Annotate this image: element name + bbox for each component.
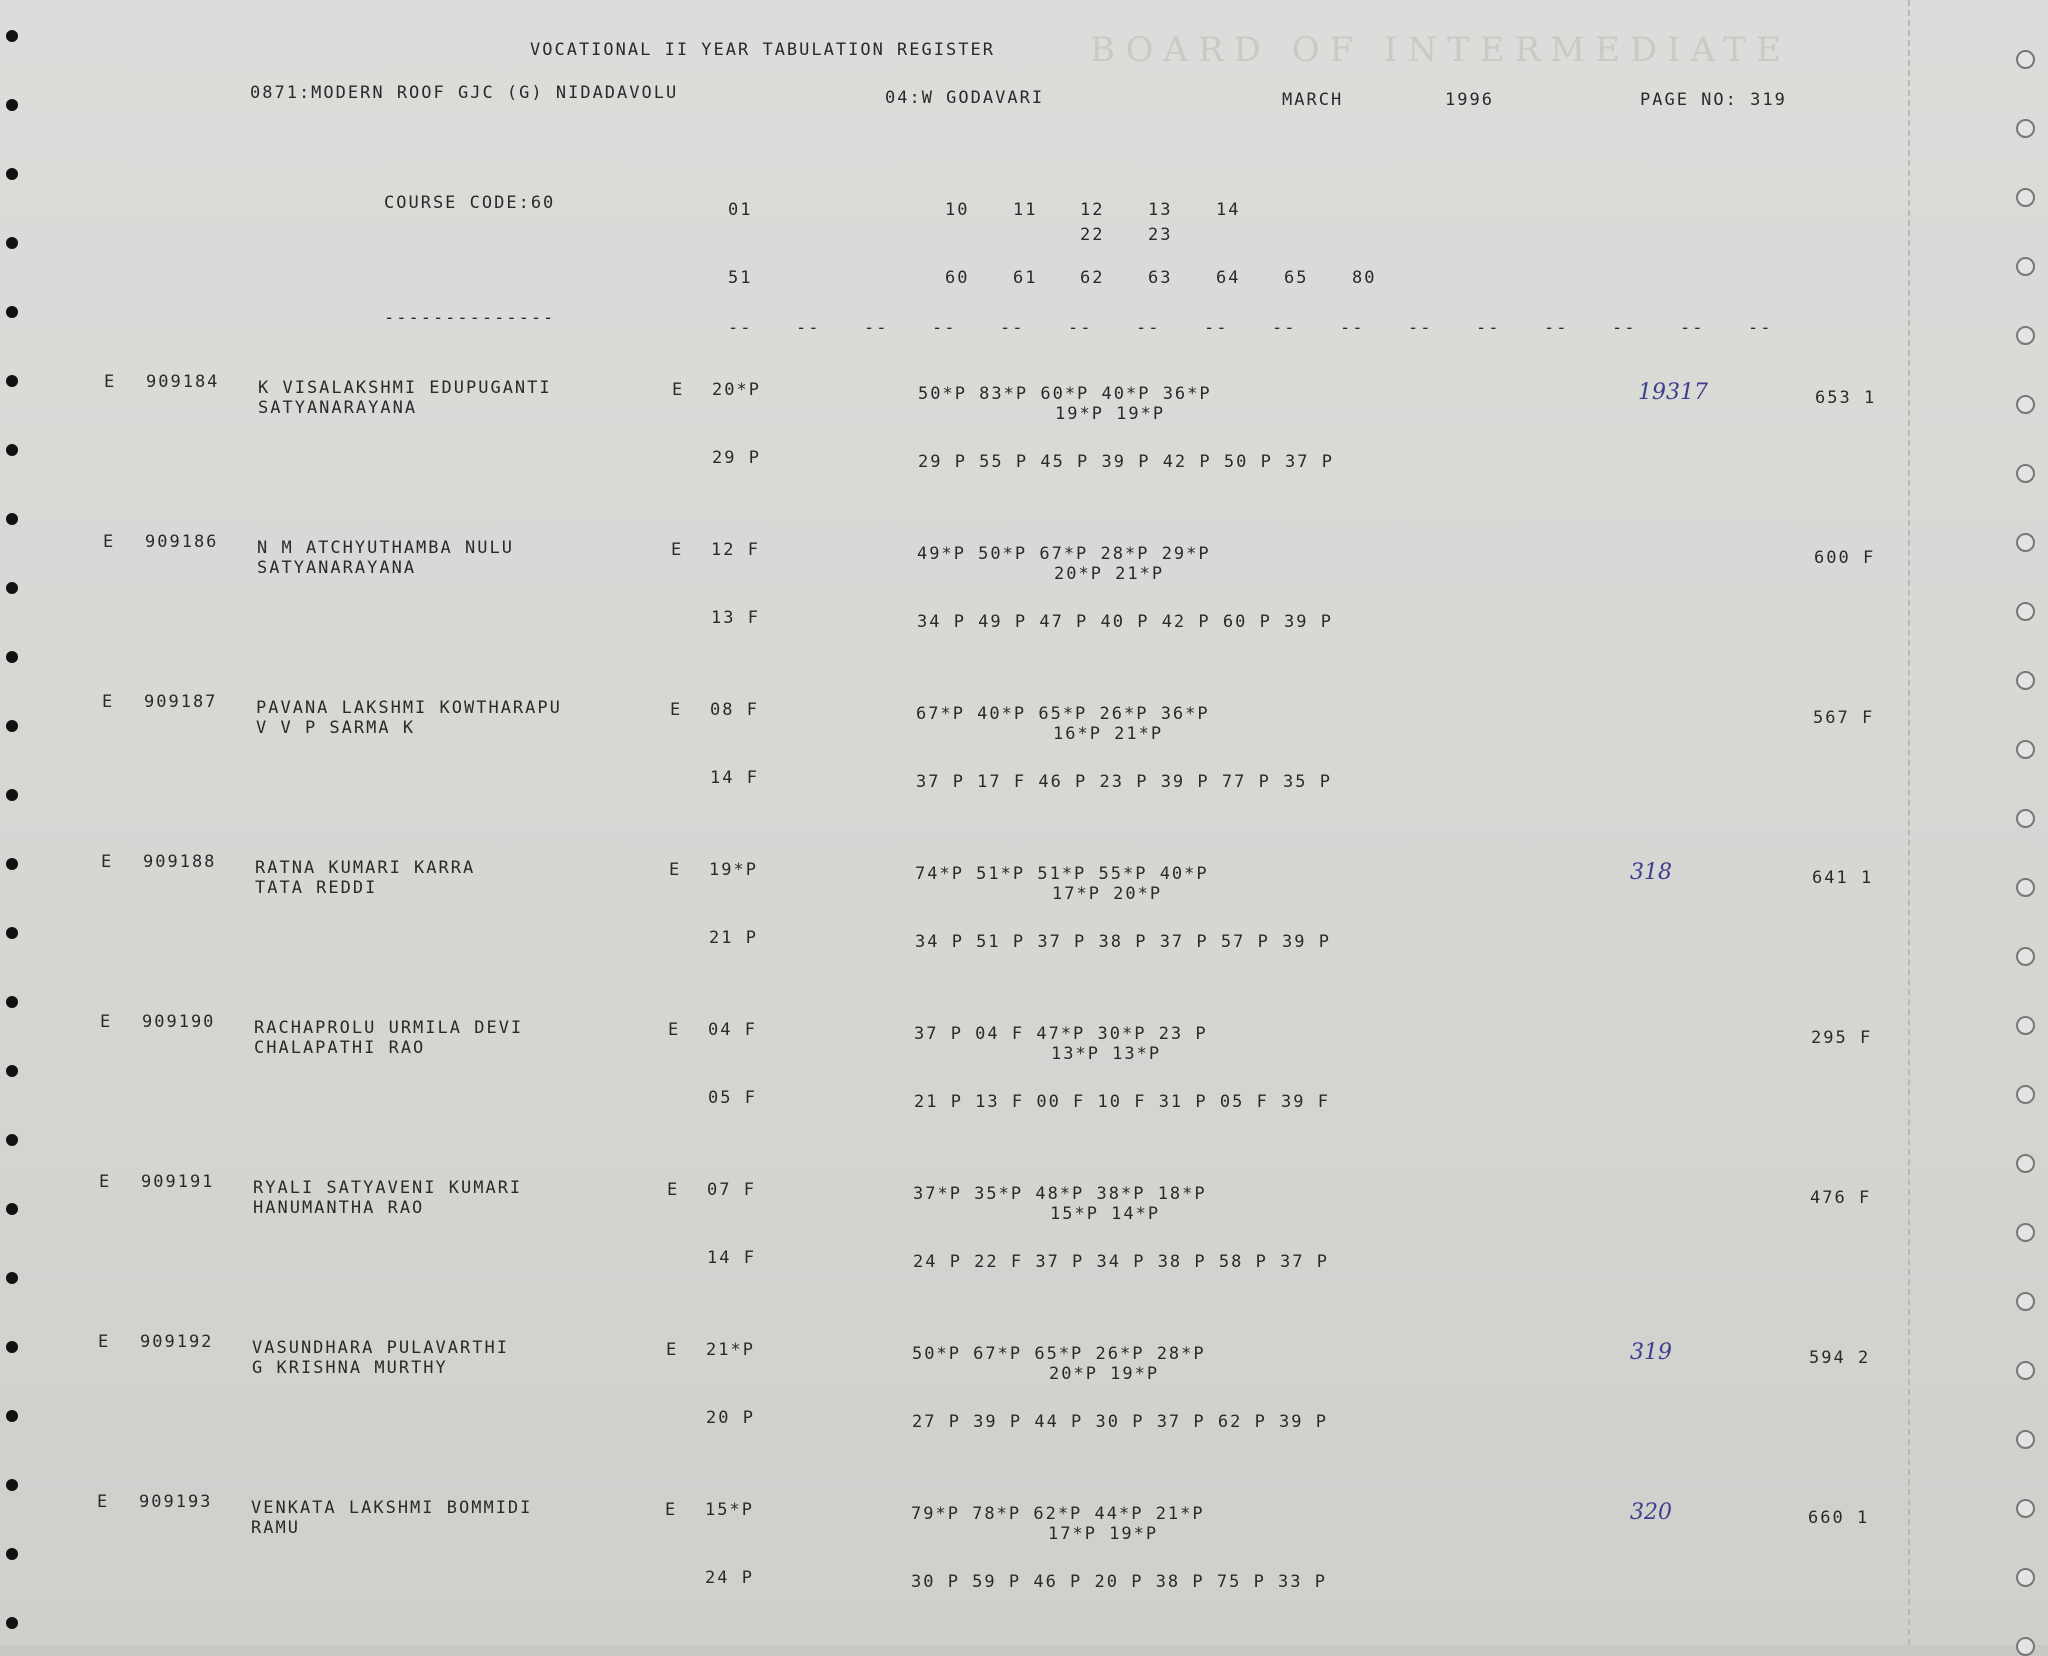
feed-hole xyxy=(2016,1016,2035,1035)
feed-hole xyxy=(2016,257,2035,276)
exam-month: MARCH xyxy=(1282,90,1344,110)
roll-number: 909187 xyxy=(144,692,218,712)
course-subject-code: 22 xyxy=(1080,225,1105,245)
feed-hole xyxy=(6,582,18,594)
student-flag: E xyxy=(101,852,114,872)
course-subject-code: 14 xyxy=(1216,200,1241,220)
dash-separator: -- xyxy=(728,318,753,338)
student-name: K VISALAKSHMI EDUPUGANTI xyxy=(258,378,552,398)
course-subject-code: 63 xyxy=(1148,268,1173,288)
course-subject-code: 13 xyxy=(1148,200,1173,220)
feed-hole xyxy=(2016,671,2035,690)
feed-hole xyxy=(6,1065,18,1077)
feed-hole xyxy=(2016,1361,2035,1380)
student-name: VENKATA LAKSHMI BOMMIDI xyxy=(251,1498,533,1518)
feed-hole xyxy=(6,1341,18,1353)
part2-mark: 29 P xyxy=(712,448,761,468)
feed-hole xyxy=(6,237,18,249)
course-subject-code: 23 xyxy=(1148,225,1173,245)
feed-hole xyxy=(2016,326,2035,345)
page-number: PAGE NO: 319 xyxy=(1640,90,1787,110)
roll-number: 909191 xyxy=(141,1172,215,1192)
course-subject-code: 61 xyxy=(1013,268,1038,288)
handwritten-serial: 319 xyxy=(1630,1340,1672,1365)
subject-marks: 67*P 40*P 65*P 26*P 36*P xyxy=(916,704,1210,724)
course-subject-code: 12 xyxy=(1080,200,1105,220)
subject-marks: 37 P 17 F 46 P 23 P 39 P 77 P 35 P xyxy=(916,772,1332,792)
student-name: RYALI SATYAVENI KUMARI xyxy=(253,1178,523,1198)
feed-hole xyxy=(6,1272,18,1284)
subject-marks: 27 P 39 P 44 P 30 P 37 P 62 P 39 P xyxy=(912,1412,1328,1432)
feed-hole xyxy=(2016,1637,2035,1656)
course-subject-code: 01 xyxy=(728,200,753,220)
subject-marks: 29 P 55 P 45 P 39 P 42 P 50 P 37 P xyxy=(918,452,1334,472)
student-name: N M ATCHYUTHAMBA NULU xyxy=(257,538,514,558)
feed-hole xyxy=(6,168,18,180)
student-flag: E xyxy=(100,1012,113,1032)
feed-hole xyxy=(2016,878,2035,897)
subject-marks: 34 P 51 P 37 P 38 P 37 P 57 P 39 P xyxy=(915,932,1331,952)
father-name: V V P SARMA K xyxy=(256,718,416,738)
feed-hole xyxy=(2016,1085,2035,1104)
dash-separator: -- xyxy=(1408,318,1433,338)
feed-hole xyxy=(6,1548,18,1560)
handwritten-serial: 320 xyxy=(1630,1500,1672,1525)
roll-number: 909192 xyxy=(140,1332,214,1352)
practical-marks: 16*P 21*P xyxy=(1053,724,1164,744)
practical-marks: 15*P 14*P xyxy=(1050,1204,1161,1224)
student-name: RACHAPROLU URMILA DEVI xyxy=(254,1018,524,1038)
feed-hole xyxy=(2016,1499,2035,1518)
part2-mark: 13 F xyxy=(711,608,760,628)
subject-marks: 21 P 13 F 00 F 10 F 31 P 05 F 39 F xyxy=(914,1092,1330,1112)
total-result: 600 F xyxy=(1814,548,1876,568)
total-result: 653 1 xyxy=(1815,388,1877,408)
feed-hole xyxy=(2016,1223,2035,1242)
part2-mark: 24 P xyxy=(705,1568,754,1588)
feed-hole xyxy=(6,1203,18,1215)
district-name: 04:W GODAVARI xyxy=(885,88,1045,108)
dash-separator: -- xyxy=(1204,318,1229,338)
practical-marks: 13*P 13*P xyxy=(1051,1044,1162,1064)
practical-marks: 20*P 19*P xyxy=(1049,1364,1160,1384)
subject-marks: 37 P 04 F 47*P 30*P 23 P xyxy=(914,1024,1208,1044)
total-result: 567 F xyxy=(1813,708,1875,728)
medium-code: E xyxy=(667,1180,680,1200)
student-name: RATNA KUMARI KARRA xyxy=(255,858,476,878)
subject-marks: 30 P 59 P 46 P 20 P 38 P 75 P 33 P xyxy=(911,1572,1327,1592)
feed-hole xyxy=(6,375,18,387)
feed-hole xyxy=(2016,533,2035,552)
dash-separator: -- xyxy=(1680,318,1705,338)
feed-hole xyxy=(2016,947,2035,966)
page-title: VOCATIONAL II YEAR TABULATION REGISTER xyxy=(530,40,995,60)
feed-hole xyxy=(6,996,18,1008)
subject-marks: 74*P 51*P 51*P 55*P 40*P xyxy=(915,864,1209,884)
medium-code: E xyxy=(671,540,684,560)
dash-separator: -- xyxy=(1544,318,1569,338)
student-name: VASUNDHARA PULAVARTHI xyxy=(252,1338,509,1358)
father-name: HANUMANTHA RAO xyxy=(253,1198,425,1218)
father-name: RAMU xyxy=(251,1518,300,1538)
feed-hole xyxy=(6,99,18,111)
course-subject-code: 11 xyxy=(1013,200,1038,220)
feed-hole xyxy=(2016,395,2035,414)
course-subject-code: 65 xyxy=(1284,268,1309,288)
student-flag: E xyxy=(98,1332,111,1352)
part1-mark: 21*P xyxy=(706,1340,755,1360)
student-flag: E xyxy=(99,1172,112,1192)
handwritten-serial: 318 xyxy=(1630,860,1672,885)
part2-mark: 05 F xyxy=(708,1088,757,1108)
course-subject-code: 10 xyxy=(945,200,970,220)
exam-year: 1996 xyxy=(1445,90,1494,110)
practical-marks: 19*P 19*P xyxy=(1055,404,1166,424)
father-name: SATYANARAYANA xyxy=(258,398,418,418)
feed-hole xyxy=(6,513,18,525)
part2-mark: 21 P xyxy=(709,928,758,948)
dash-separator: -- xyxy=(1612,318,1637,338)
college-name: 0871:MODERN ROOF GJC (G) NIDADAVOLU xyxy=(250,83,679,103)
feed-hole xyxy=(6,927,18,939)
part1-mark: 08 F xyxy=(710,700,759,720)
subject-marks: 79*P 78*P 62*P 44*P 21*P xyxy=(911,1504,1205,1524)
feed-hole xyxy=(6,306,18,318)
feed-hole xyxy=(2016,50,2035,69)
roll-number: 909184 xyxy=(146,372,220,392)
feed-hole xyxy=(6,1410,18,1422)
perforation-line xyxy=(1908,0,1910,1645)
part1-mark: 04 F xyxy=(708,1020,757,1040)
medium-code: E xyxy=(666,1340,679,1360)
father-name: G KRISHNA MURTHY xyxy=(252,1358,448,1378)
student-flag: E xyxy=(102,692,115,712)
dash-separator: -- xyxy=(864,318,889,338)
medium-code: E xyxy=(670,700,683,720)
student-flag: E xyxy=(104,372,117,392)
subject-marks: 34 P 49 P 47 P 40 P 42 P 60 P 39 P xyxy=(917,612,1333,632)
feed-hole xyxy=(2016,188,2035,207)
dash-separator: -- xyxy=(1340,318,1365,338)
student-flag: E xyxy=(103,532,116,552)
feed-hole xyxy=(6,1479,18,1491)
subject-marks: 49*P 50*P 67*P 28*P 29*P xyxy=(917,544,1211,564)
medium-code: E xyxy=(669,860,682,880)
watermark-text: BOARD OF INTERMEDIATE xyxy=(1090,30,1791,70)
part2-mark: 14 F xyxy=(710,768,759,788)
feed-hole xyxy=(6,1617,18,1629)
part1-mark: 19*P xyxy=(709,860,758,880)
part2-mark: 20 P xyxy=(706,1408,755,1428)
student-name: PAVANA LAKSHMI KOWTHARAPU xyxy=(256,698,562,718)
total-result: 594 2 xyxy=(1809,1348,1871,1368)
total-result: 476 F xyxy=(1810,1188,1872,1208)
feed-hole xyxy=(6,444,18,456)
dash-separator: -- xyxy=(1748,318,1773,338)
tractor-feed-holes-right xyxy=(2008,0,2048,1645)
practical-marks: 20*P 21*P xyxy=(1054,564,1165,584)
medium-code: E xyxy=(672,380,685,400)
handwritten-serial: 19317 xyxy=(1638,380,1708,405)
dash-separator: -- xyxy=(796,318,821,338)
medium-code: E xyxy=(665,1500,678,1520)
course-subject-code: 80 xyxy=(1352,268,1377,288)
subject-marks: 24 P 22 F 37 P 34 P 38 P 58 P 37 P xyxy=(913,1252,1329,1272)
father-name: SATYANARAYANA xyxy=(257,558,417,578)
part1-mark: 12 F xyxy=(711,540,760,560)
feed-hole xyxy=(6,789,18,801)
feed-hole xyxy=(2016,809,2035,828)
dash-separator: -- xyxy=(1000,318,1025,338)
dash-separator: -------------- xyxy=(384,308,556,328)
practical-marks: 17*P 19*P xyxy=(1048,1524,1159,1544)
feed-hole xyxy=(6,1134,18,1146)
feed-hole xyxy=(2016,119,2035,138)
student-flag: E xyxy=(97,1492,110,1512)
feed-hole xyxy=(2016,1568,2035,1587)
dash-separator: -- xyxy=(1068,318,1093,338)
dash-separator: -- xyxy=(1136,318,1161,338)
feed-hole xyxy=(2016,1154,2035,1173)
feed-hole xyxy=(2016,1292,2035,1311)
total-result: 660 1 xyxy=(1808,1508,1870,1528)
practical-marks: 17*P 20*P xyxy=(1052,884,1163,904)
roll-number: 909188 xyxy=(143,852,217,872)
subject-marks: 37*P 35*P 48*P 38*P 18*P xyxy=(913,1184,1207,1204)
dash-separator: -- xyxy=(1476,318,1501,338)
feed-hole xyxy=(6,720,18,732)
medium-code: E xyxy=(668,1020,681,1040)
part1-mark: 20*P xyxy=(712,380,761,400)
father-name: TATA REDDI xyxy=(255,878,378,898)
dash-separator: -- xyxy=(1272,318,1297,338)
feed-hole xyxy=(2016,1430,2035,1449)
course-subject-code: 51 xyxy=(728,268,753,288)
feed-hole xyxy=(6,858,18,870)
roll-number: 909186 xyxy=(145,532,219,552)
course-subject-code: 60 xyxy=(945,268,970,288)
subject-marks: 50*P 83*P 60*P 40*P 36*P xyxy=(918,384,1212,404)
feed-hole xyxy=(2016,602,2035,621)
feed-hole xyxy=(6,651,18,663)
course-subject-code: 64 xyxy=(1216,268,1241,288)
tractor-feed-holes-left xyxy=(0,0,40,1645)
roll-number: 909193 xyxy=(139,1492,213,1512)
subject-marks: 50*P 67*P 65*P 26*P 28*P xyxy=(912,1344,1206,1364)
total-result: 295 F xyxy=(1811,1028,1873,1048)
part1-mark: 07 F xyxy=(707,1180,756,1200)
course-subject-code: 62 xyxy=(1080,268,1105,288)
feed-hole xyxy=(2016,740,2035,759)
part2-mark: 14 F xyxy=(707,1248,756,1268)
part1-mark: 15*P xyxy=(705,1500,754,1520)
dash-separator: -- xyxy=(932,318,957,338)
father-name: CHALAPATHI RAO xyxy=(254,1038,426,1058)
course-code: COURSE CODE:60 xyxy=(384,193,556,213)
feed-hole xyxy=(6,30,18,42)
total-result: 641 1 xyxy=(1812,868,1874,888)
feed-hole xyxy=(2016,464,2035,483)
roll-number: 909190 xyxy=(142,1012,216,1032)
